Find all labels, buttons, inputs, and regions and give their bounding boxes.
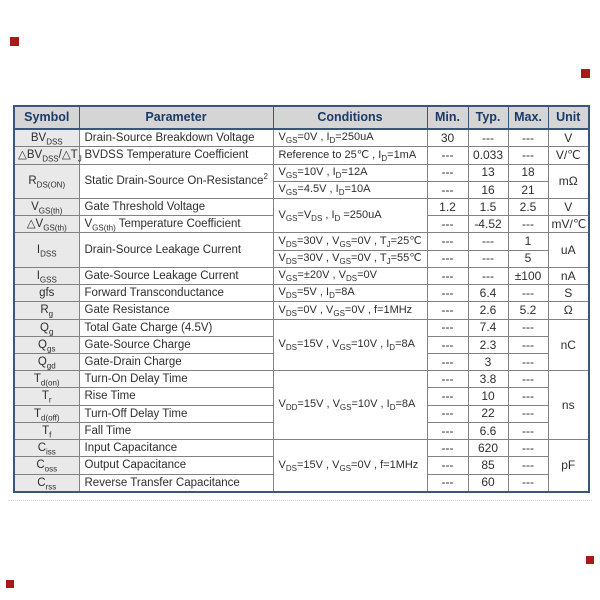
cell-min: --- xyxy=(427,422,468,439)
table-row xyxy=(14,285,589,302)
cell-typ: 3.8 xyxy=(468,371,508,388)
cell-conditions: $V_{GS}=0V$ , $I_D=250uA$ xyxy=(273,129,427,147)
cell-typ: 2.3 xyxy=(468,336,508,353)
cell-max: --- xyxy=(508,336,548,353)
cell-typ: --- xyxy=(468,129,508,147)
header-row xyxy=(14,106,589,129)
cell-max: --- xyxy=(508,474,548,492)
cell-symbol: $\triangle BV_{DSS}/\triangle T_J$ xyxy=(14,147,79,164)
cell-max: --- xyxy=(508,147,548,164)
cell-parameter: Reverse Transfer Capacitance xyxy=(79,474,273,492)
cell-min: --- xyxy=(427,164,468,181)
cell-min: --- xyxy=(427,302,468,319)
cell-symbol: $T_f$ xyxy=(14,422,79,439)
cell-unit: nC xyxy=(548,319,589,371)
cell-min: --- xyxy=(427,474,468,492)
cell-min: --- xyxy=(427,267,468,284)
cell-max: 18 xyxy=(508,164,548,181)
cell-typ: -4.52 xyxy=(468,216,508,233)
cell-min: --- xyxy=(427,285,468,302)
cell-symbol: $Q_g$ xyxy=(14,319,79,336)
cell-parameter: Turn-Off Delay Time xyxy=(79,405,273,422)
cell-max: --- xyxy=(508,405,548,422)
electrical-characteristics-table xyxy=(13,105,590,493)
cell-parameter: BVDSS Temperature Coefficient xyxy=(79,147,273,164)
table-row xyxy=(14,440,589,457)
cell-parameter: Rise Time xyxy=(79,388,273,405)
cell-max: --- xyxy=(508,216,548,233)
cell-conditions: $V_{DD}=15V$ , $V_{GS}=10V$ , $I_D=8A$ xyxy=(273,371,427,440)
cell-typ: 3 xyxy=(468,353,508,370)
cell-symbol: $\triangle V_{GS(th)}$ xyxy=(14,216,79,233)
col-header-conditions: Conditions xyxy=(273,106,427,129)
cell-min: --- xyxy=(427,353,468,370)
cell-parameter: Input Capacitance xyxy=(79,440,273,457)
red-marker-top-left xyxy=(10,37,19,46)
cell-typ: 6.4 xyxy=(468,285,508,302)
cell-symbol: $Q_{gd}$ xyxy=(14,353,79,370)
cell-conditions: $V_{DS}=30V$ , $V_{GS}=0V$ , $T_J=55℃$ xyxy=(273,250,427,267)
cell-max: 5.2 xyxy=(508,302,548,319)
table-row xyxy=(14,199,589,216)
cell-min: --- xyxy=(427,181,468,198)
col-header-symbol: Symbol xyxy=(14,106,79,129)
cell-min: --- xyxy=(427,216,468,233)
red-marker-bottom-right xyxy=(586,556,594,564)
cell-parameter: Gate Resistance xyxy=(79,302,273,319)
cell-min: --- xyxy=(427,336,468,353)
cell-max: 5 xyxy=(508,250,548,267)
cell-min: 1.2 xyxy=(427,199,468,216)
cell-typ: 620 xyxy=(468,440,508,457)
cell-parameter: $V_{GS(th)}$ Temperature Coefficient xyxy=(79,216,273,233)
cell-typ: 2.6 xyxy=(468,302,508,319)
cell-symbol: $V_{GS(th)}$ xyxy=(14,199,79,216)
cell-max: --- xyxy=(508,319,548,336)
cell-min: 30 xyxy=(427,129,468,147)
cell-parameter: Static Drain-Source On-Resistance$^2$ xyxy=(79,164,273,198)
cell-symbol: $T_r$ xyxy=(14,388,79,405)
cell-min: --- xyxy=(427,250,468,267)
cell-typ: 16 xyxy=(468,181,508,198)
cell-max: 21 xyxy=(508,181,548,198)
cell-symbol: $R_{DS(ON)}$ xyxy=(14,164,79,198)
cell-conditions: $V_{DS}=15V$ , $V_{GS}=10V$ , $I_D=8A$ xyxy=(273,319,427,371)
cell-parameter: Drain-Source Breakdown Voltage xyxy=(79,129,273,147)
cell-symbol: $T_{d(off)}$ xyxy=(14,405,79,422)
cell-parameter: Total Gate Charge (4.5V) xyxy=(79,319,273,336)
cell-typ: 0.033 xyxy=(468,147,508,164)
cell-typ: 22 xyxy=(468,405,508,422)
cell-max: --- xyxy=(508,371,548,388)
cell-conditions: $V_{GS}=4.5V$ , $I_D=10A$ xyxy=(273,181,427,198)
cell-min: --- xyxy=(427,233,468,250)
cell-parameter: Gate-Source Charge xyxy=(79,336,273,353)
col-header-min: Min. xyxy=(427,106,468,129)
cell-conditions: $V_{DS}=15V$ , $V_{GS}=0V$ , f=1MHz xyxy=(273,440,427,492)
cell-unit: nA xyxy=(548,267,589,284)
col-header-unit: Unit xyxy=(548,106,589,129)
cell-max: --- xyxy=(508,285,548,302)
cell-unit: V xyxy=(548,199,589,216)
cell-parameter: Fall Time xyxy=(79,422,273,439)
cell-typ: 7.4 xyxy=(468,319,508,336)
cell-unit: Ω xyxy=(548,302,589,319)
cell-typ: 1.5 xyxy=(468,199,508,216)
table-row xyxy=(14,233,589,250)
cell-unit: mV/℃ xyxy=(548,216,589,233)
cell-parameter: Gate Threshold Voltage xyxy=(79,199,273,216)
col-header-typ: Typ. xyxy=(468,106,508,129)
col-header-parameter: Parameter xyxy=(79,106,273,129)
table-row xyxy=(14,302,589,319)
cell-parameter: Gate-Drain Charge xyxy=(79,353,273,370)
cell-typ: 10 xyxy=(468,388,508,405)
cell-max: --- xyxy=(508,457,548,474)
cell-unit: V/℃ xyxy=(548,147,589,164)
cell-max: --- xyxy=(508,440,548,457)
cell-conditions: Reference to 25℃ , $I_D=1mA$ xyxy=(273,147,427,164)
cell-symbol: $I_{DSS}$ xyxy=(14,233,79,267)
cell-symbol: $C_{oss}$ xyxy=(14,457,79,474)
cell-symbol: gfs xyxy=(14,285,79,302)
table-row xyxy=(14,129,589,147)
cell-symbol: $R_g$ xyxy=(14,302,79,319)
cell-typ: 85 xyxy=(468,457,508,474)
table-row xyxy=(14,267,589,284)
cell-symbol: $BV_{DSS}$ xyxy=(14,129,79,147)
cell-unit: pF xyxy=(548,440,589,492)
cell-min: --- xyxy=(427,319,468,336)
table-row xyxy=(14,147,589,164)
cell-unit: V xyxy=(548,129,589,147)
cell-typ: 13 xyxy=(468,164,508,181)
cell-symbol: $Q_{gs}$ xyxy=(14,336,79,353)
cell-conditions: $V_{DS}=30V$ , $V_{GS}=0V$ , $T_J=25℃$ xyxy=(273,233,427,250)
cell-parameter: Drain-Source Leakage Current xyxy=(79,233,273,267)
cell-conditions: $V_{DS}=0V$ , $V_{GS}=0V$ , f=1MHz xyxy=(273,302,427,319)
cell-symbol: $T_{d(on)}$ xyxy=(14,371,79,388)
cell-conditions: $V_{GS}=\pm 20V$ , $V_{DS}=0V$ xyxy=(273,267,427,284)
cell-symbol: $I_{GSS}$ xyxy=(14,267,79,284)
table-row xyxy=(14,319,589,336)
cell-unit: S xyxy=(548,285,589,302)
cell-max: 1 xyxy=(508,233,548,250)
cell-conditions: $V_{GS}=10V$ , $I_D=12A$ xyxy=(273,164,427,181)
cell-typ: --- xyxy=(468,233,508,250)
cell-max: ±100 xyxy=(508,267,548,284)
cell-parameter: Gate-Source Leakage Current xyxy=(79,267,273,284)
cell-symbol: $C_{rss}$ xyxy=(14,474,79,492)
cell-unit: mΩ xyxy=(548,164,589,198)
red-marker-top-right xyxy=(581,69,590,78)
cell-max: --- xyxy=(508,422,548,439)
cell-max: 2.5 xyxy=(508,199,548,216)
cell-conditions: $V_{GS}=V_{DS}$ , $I_D =250uA$ xyxy=(273,199,427,233)
cell-conditions: $V_{DS}=5V$ , $I_D=8A$ xyxy=(273,285,427,302)
table-row xyxy=(14,371,589,388)
cell-min: --- xyxy=(427,457,468,474)
cell-parameter: Forward Transconductance xyxy=(79,285,273,302)
cell-unit: ns xyxy=(548,371,589,440)
cell-symbol: $C_{iss}$ xyxy=(14,440,79,457)
cell-typ: 60 xyxy=(468,474,508,492)
table-row xyxy=(14,164,589,181)
cell-min: --- xyxy=(427,440,468,457)
cell-min: --- xyxy=(427,388,468,405)
cell-unit: uA xyxy=(548,233,589,267)
cell-parameter: Turn-On Delay Time xyxy=(79,371,273,388)
red-marker-bottom-left xyxy=(6,580,14,588)
cell-typ: --- xyxy=(468,267,508,284)
section-divider-line xyxy=(8,500,592,501)
cell-min: --- xyxy=(427,371,468,388)
cell-max: --- xyxy=(508,129,548,147)
cell-typ: --- xyxy=(468,250,508,267)
col-header-max: Max. xyxy=(508,106,548,129)
cell-max: --- xyxy=(508,388,548,405)
cell-max: --- xyxy=(508,353,548,370)
cell-min: --- xyxy=(427,147,468,164)
cell-parameter: Output Capacitance xyxy=(79,457,273,474)
cell-min: --- xyxy=(427,405,468,422)
cell-typ: 6.6 xyxy=(468,422,508,439)
